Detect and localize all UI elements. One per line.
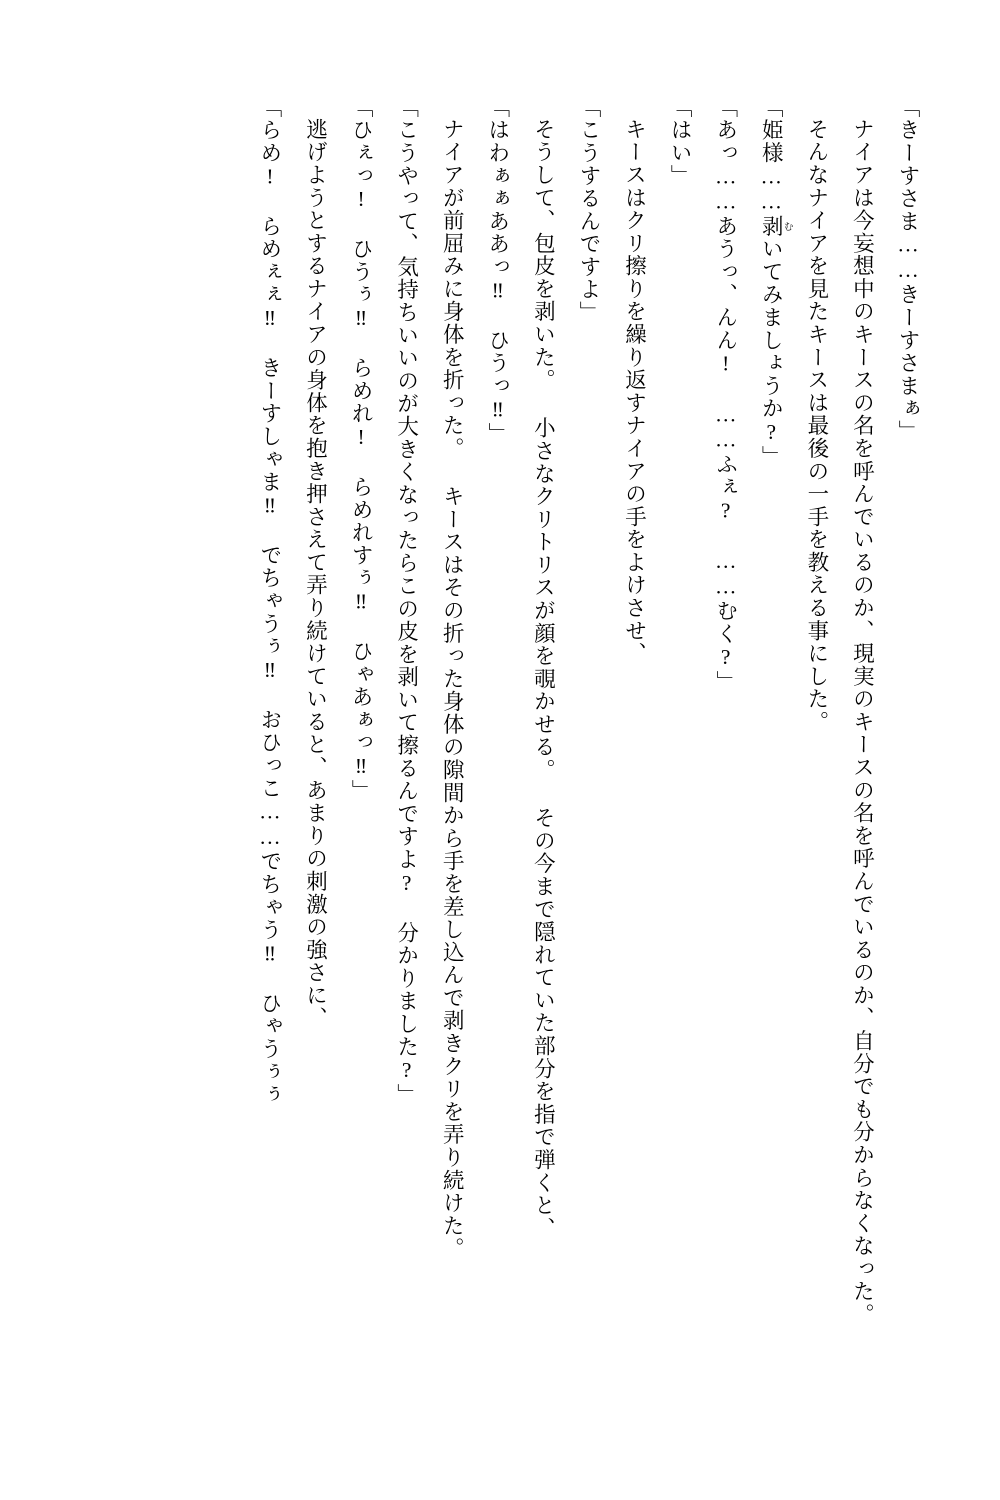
ruby-annotation-muku: 剥む (759, 214, 793, 238)
paragraph-4-with-ruby: 「姫様……剥むいてみましょうか?」 (759, 96, 793, 469)
vertical-text-body (70, 96, 930, 1410)
paragraph-6: 「はい」 (668, 96, 693, 188)
paragraph-9: そうして、包皮を剥いた。 小さなクリトリスが顔を覗かせる。 その今まで隠れていた部分を指で弾くと、 (531, 117, 556, 1240)
paragraph-10: 「はわぁぁああっ‼ ひうっ‼」 (485, 96, 510, 446)
paragraph-2: ナイアは今妄想中のキースの名を呼んでいるのか、現実のキースの名を呼んでいるのか、自分でも分からなくなった。 (850, 117, 875, 1326)
paragraph-15: 「らめ! らめぇぇ‼ きーすしゃま‼ でちゃうぅ‼ おひっこ……でちゃう‼ ひゃうぅぅ (257, 96, 282, 1106)
paragraph-13: 「ひぇっ! ひうぅ‼ らめれ! らめれすぅ‼ ひゃあぁっ‼」 (349, 96, 374, 803)
paragraph-1: 「きーすさま……きーすさまぁ」 (896, 96, 920, 443)
paragraph-12: 「こうやって、気持ちいいのが大きくなったらこの皮を剥いて擦るんですよ? 分かりました?」 (394, 96, 419, 1107)
paragraph-5: 「あっ……あうっ、んん! ……ふぇ? ……むく?」 (713, 96, 738, 694)
paragraph-7: キースはクリ擦りを繰り返すナイアの手をよけさせ、 (622, 117, 647, 665)
paragraph-11: ナイアが前屈みに身体を折った。 キースはその折った身体の隙間から手を差し込んで剥きクリを弄り続けた。 (440, 117, 465, 1260)
paragraph-8: 「こうするんですよ」 (576, 96, 601, 324)
paragraph-14: 逃げようとするナイアの身体を抱き押さえて弄り続けていると、あまりの刺激の強さに、 (303, 117, 328, 1030)
paragraph-3: そんなナイアを見たキースは最後の一手を教える事にした。 (804, 117, 829, 733)
